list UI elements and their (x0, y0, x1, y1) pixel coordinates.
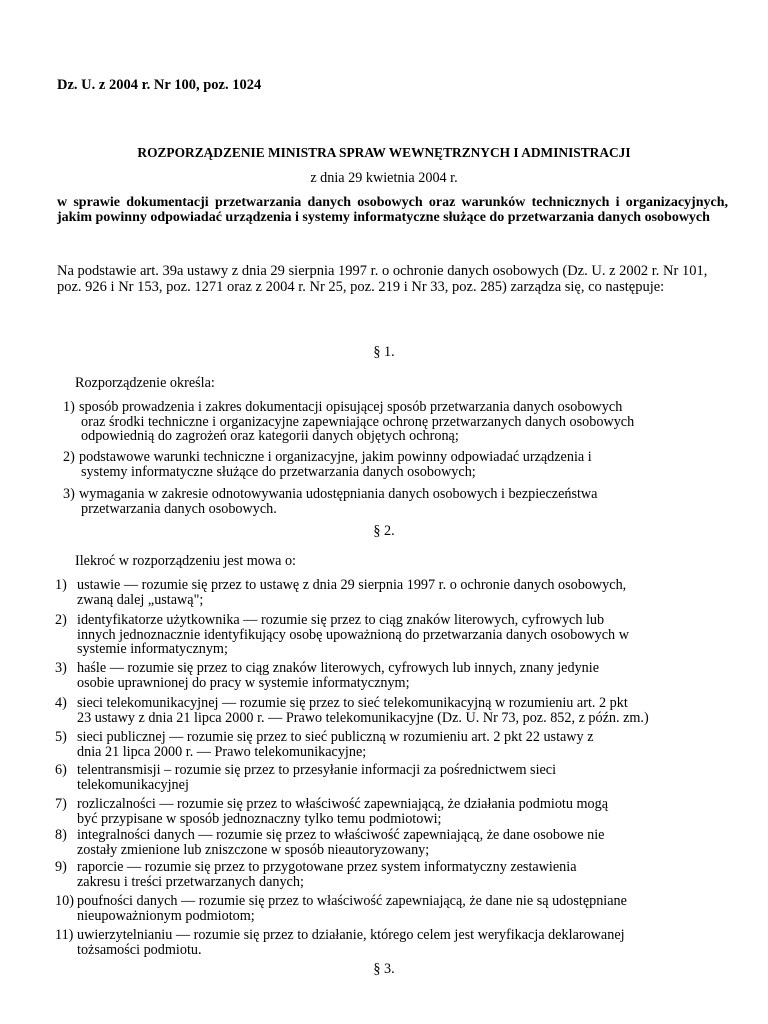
list-item-line: telekomunikacyjnej (77, 776, 189, 793)
regulation-title: ROZPORZĄDZENIE MINISTRA SPRAW WEWNĘTRZNYCH I ADMINISTRACJI (137, 145, 631, 160)
list-item-line: zostały zmienione lub zniszczone w sposób nieautoryzowany; (77, 841, 430, 858)
list-item-line: osobie uprawnionej do pracy w systemie informatycznym; (77, 674, 410, 691)
list-item-line: rozliczalności — rozumie się przez to właściwość zapewniającą, że działania podmiotu mogą (77, 796, 609, 812)
list-item-line: sieci publicznej — rozumie się przez to sieć publiczną w rozumieniu art. 2 pkt 22 ustawy z (77, 729, 594, 745)
list-item-line: odpowiednią do zagrożeń oraz kategorii danych objętych ochroną; (81, 428, 459, 444)
list-item-number: 9) (55, 859, 67, 875)
regulation-date: z dnia 29 kwietnia 2004 r. (310, 170, 458, 186)
list-item-line: sposób prowadzenia i zakres dokumentacji opisującej sposób przetwarzania danych osobowych (79, 399, 623, 415)
list-item-number: 8) (55, 827, 67, 843)
list-item-line: przetwarzania danych osobowych. (81, 500, 277, 517)
section-heading-3: § 3. (373, 961, 395, 977)
list-item-number: 11) (55, 927, 74, 943)
list-item-number: 1) (63, 399, 75, 415)
list-item-line: nieupoważnionym podmiotom; (77, 907, 255, 924)
journal-reference: Dz. U. z 2004 r. Nr 100, poz. 1024 (57, 77, 262, 93)
list-item-line: oraz środki techniczne i organizacyjne zapewniające ochronę przetwarzanych danych osobowych (81, 413, 635, 430)
list-item-line: integralności danych — rozumie się przez to właściwość zapewniającą, że dane osobowe nie (77, 827, 605, 843)
list-item-number: 6) (55, 762, 67, 778)
list-item-line: haśle — rozumie się przez to ciąg znaków literowych, cyfrowych lub innych, znany jedynie (77, 660, 599, 676)
list-item-number: 2) (63, 449, 75, 465)
list-item-number: 1) (55, 577, 67, 593)
list-item-number: 2) (55, 612, 67, 628)
list-item-line: dnia 21 lipca 2000 r. — Prawo telekomunikacyjne; (77, 743, 367, 760)
list-item-line: 23 ustawy z dnia 21 lipca 2000 r. — Prawo telekomunikacyjne (Dz. U. Nr 73, poz. 852, z późn. zm.) (77, 709, 649, 726)
list-item-line: być przypisane w sposób jednoznaczny tylko temu podmiotowi; (77, 810, 442, 827)
section-lead-2: Ilekroć w rozporządzeniu jest mowa o: (75, 553, 297, 569)
list-item-line: zakresu i treści przetwarzanych danych; (77, 873, 304, 890)
list-item-line: ustawie — rozumie się przez to ustawę z dnia 29 sierpnia 1997 r. o ochronie danych osobowych, (77, 577, 627, 593)
list-item-number: 10) (55, 893, 74, 909)
list-item-number: 4) (55, 695, 67, 711)
regulation-subject: w sprawie dokumentacji przetwarzania danych osobowych oraz warunków technicznych i organizacyjnych, jakim powinny odpowiadać urządzenia i systemy informatyczne służące do przetwarzania danych osobowych (57, 195, 728, 225)
section-heading-1: § 1. (373, 344, 395, 360)
legal-basis-paragraph: Na podstawie art. 39a ustawy z dnia 29 sierpnia 1997 r. o ochronie danych osobowych (Dz. U. z 2002 r. Nr 101, poz. 926 i Nr 153, poz. 1271 oraz z 2004 r. Nr 25, poz. 219 i Nr 33, poz. 285) zarządza się, co następuje: (57, 263, 708, 295)
list-item-number: 5) (55, 729, 67, 745)
list-item-number: 3) (63, 486, 75, 502)
list-item-line: raporcie — rozumie się przez to przygotowane przez system informatyczny zestawienia (77, 859, 577, 875)
list-item-line: zwaną dalej „ustawą"; (77, 591, 204, 608)
list-item-line: poufności danych — rozumie się przez to właściwość zapewniającą, że dane nie są udostępniane (77, 893, 627, 909)
list-item-line: sieci telekomunikacyjnej — rozumie się przez to sieć telekomunikacyjną w rozumieniu art. 2 pkt (77, 695, 628, 711)
list-item-line: systemie informatycznym; (77, 641, 228, 657)
section-lead-1: Rozporządzenie określa: (75, 375, 215, 391)
list-item-line: podstawowe warunki techniczne i organizacyjne, jakim powinny odpowiadać urządzenia i (79, 449, 592, 465)
list-item-line: tożsamości podmiotu. (77, 941, 202, 958)
section-heading-2: § 2. (373, 523, 395, 539)
list-item-number: 7) (55, 796, 67, 812)
list-item-number: 3) (55, 660, 67, 676)
list-item-line: systemy informatyczne służące do przetwarzania danych osobowych; (81, 463, 476, 480)
list-item-line: wymagania w zakresie odnotowywania udostępniania danych osobowych i bezpieczeństwa (79, 486, 598, 502)
list-item-line: identyfikatorze użytkownika — rozumie się przez to ciąg znaków literowych, cyfrowych lub (77, 612, 605, 628)
list-item-line: telentransmisji – rozumie się przez to przesyłanie informacji za pośrednictwem sieci (77, 762, 557, 778)
list-item-line: innych jednoznacznie identyfikujący osobę upoważnioną do przetwarzania danych osobowych w (77, 626, 629, 643)
list-item-line: uwierzytelnianiu — rozumie się przez to działanie, którego celem jest weryfikacja deklarowanej (77, 927, 625, 943)
